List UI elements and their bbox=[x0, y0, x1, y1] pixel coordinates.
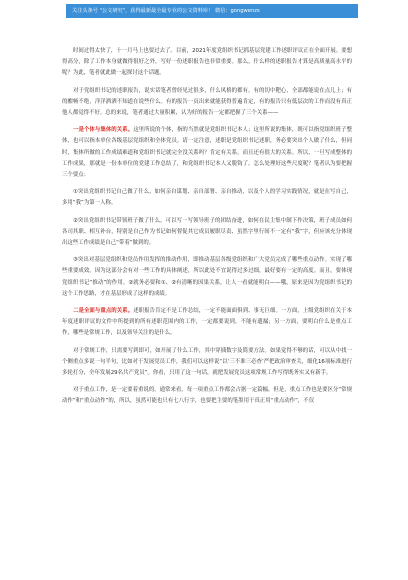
paragraph-key-work: 对于重点工作，是一定要着重说的。通常来看，每一项重点工作都会占据一定篇幅。但是，重点工作也是要区分“常规动作”和“重点动作”的，所以，虽然可能也只有七八行字，也要把主要的笔墨用于真正用“重点动作”，不仅 bbox=[62, 387, 352, 405]
section-heading: 二是全面与重点的关系。 bbox=[73, 308, 134, 315]
document-body bbox=[62, 46, 352, 414]
paragraph-relations: 对于党组织书记的述职报告，说实话笔者曾经见过很多，什么风格的都有。有的切中靶心，全部都能说在点儿上；有的酣畅不绝，洋洋洒洒不知道在说些什么。有的报告一页出来就能获得普遍肯定，有的报告只有低层次的工作而没有真正他人都觉得不好。总的来说，笔者通过大量积累，认为好的报告一定都把握了三个关系—— bbox=[62, 87, 352, 117]
paragraph-individual-collective: 一是个体与集体的关系。这里所说的个体，指的当然就是党组织书记本人；这里所说的集体，既可以指党组织班子整体，也可以指本单位各级基层党组织和全体党员。请一定注意，述职是党组织书记述职，务必要突出个人做了什么，但同时，集体所做的工作成绩难道和党组织书记就完全没关系吗？肯定有关系，而且还有很大的关系。所以，一旦写成整体的工作成果，那就是一份本单位的党建工作总结了，和党组织书记本人又脱钩了。怎么处理好这些尺度呢？笔者认为要把握三个要点： bbox=[62, 127, 352, 179]
paragraph-point-2: ②突出党组织书记带领班子做了什么，可以写一写领导班子的团结奋进，如何在民主集中制下作决策，班子成员如何各司其职、相互补台，特别是自己作为书记如何督促其它成员履职尽责、虽然字里行间不一定有“我”字，但应该充分体现出这些工作成绩是自己“带着”做到的。 bbox=[62, 217, 352, 247]
paragraph-point-3: ③突出对基层党组织和党员作用发挥的推动作用，即推动基层各级党组织和广大党员完成了哪些重点动作。实现了哪些重要成效。因为这部分会有对一些工作的具体阐述，所以此处不宜说得过多过细，最好要有一定的高度。而且，要体现党组织书记“推动”的作用。②就务必要和①、②有清晰的因果关系，让人一看就能明白——哦，原来是因为党组织书记的这个工作思路，才在基层形成了这样的成绩。 bbox=[62, 257, 352, 297]
paragraph-routine-work: 对于常规工作，只需要写到即可，如开展了什么工作，其中穿插数字及简要方法。如果觉得不够的话，可以从中找一个侧重点多说一句半句，比如对于发展党员工作，我们可以这样说“以‘三不准三必查’严把政治审查关，细化16项标准进行多轮打分，全年发展29名共产党员”。你看，只用了这一句话，就把发展党员这项常规工作写得既务实又有新手。 bbox=[62, 347, 352, 377]
paragraph-overall-key: 二是全面与重点的关系。述职报告肯定不是工作总结，一定不能面面俱到、事无巨细。一方面，上级党组织在关于本年度述职评议的文件中所提到的所有述职范围内的工作，一定都要说到，不能有遗漏；另一方面，要明白什么是重点工作，哪些是常规工作，以及领导关注的是什么。 bbox=[62, 308, 352, 337]
section-heading: 一是个体与集体的关系。 bbox=[73, 127, 134, 134]
banner-text: 关注头条号 "公文研究"，获得最新最全最专业的公文资料库！ 微信：gongwenzs bbox=[72, 8, 260, 14]
paragraph-point-1: ①突出党组织书记自己做了什么，如何亲自谋划、亲自部署、亲自推动，以及个人的学习实践情况，就是在写自己，多用“我”为第一人称。 bbox=[62, 189, 352, 207]
top-banner bbox=[66, 4, 358, 18]
paragraph-intro: 时间过得太快了，十一月马上也要过去了。目前，2021年度党组织书记抓基层党建工作述职评议正在全面开展。要想得高分，除了工作本身就做得很好之外，写好一份述职报告也非常重要。那么，什么样的述职报告才算是高质量高水平的呢？为此，笔者就此做一起探讨这个话题。 bbox=[62, 48, 352, 77]
